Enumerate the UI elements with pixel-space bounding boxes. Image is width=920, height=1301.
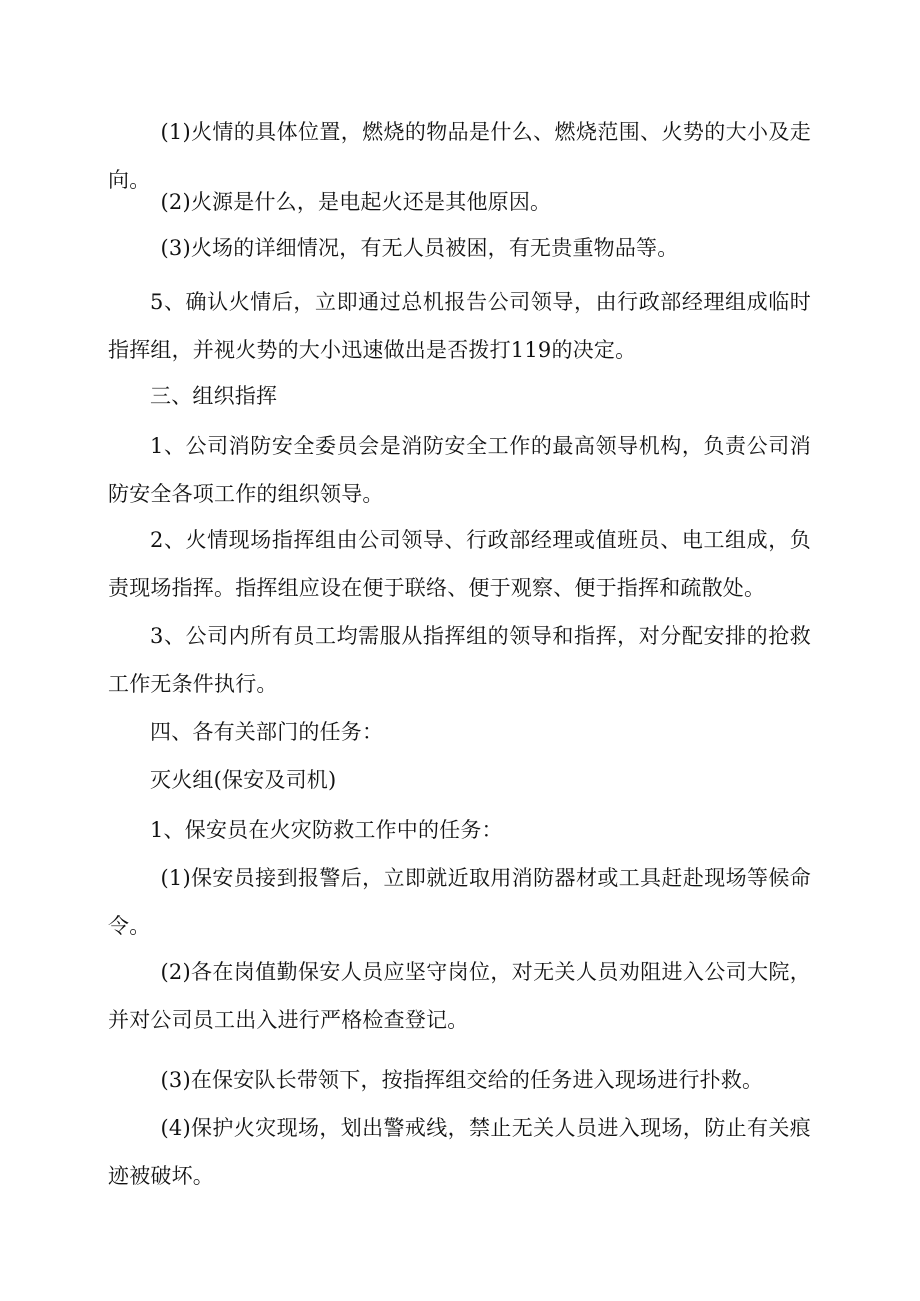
heading-fire-fighting-group: 灭火组(保安及司机) <box>150 768 337 792</box>
paragraph-fire-source: (2)火源是什么，是电起火还是其他原因。 <box>160 190 552 214</box>
paragraph-security-rescue: (3)在保安队长带领下，按指挥组交给的任务进入现场进行扑救。 <box>160 1068 764 1092</box>
paragraph-security-posts: (2)各在岗值勤保安人员应坚守岗位，对无关人员劝阻进入公司大院，并对公司员工出入进行严格检查登记。 <box>108 960 811 1032</box>
paragraph-security-response: (1)保安员接到报警后，立即就近取用消防器材或工具赶赴现场等候命令。 <box>108 866 811 938</box>
paragraph-fire-location: (1)火情的具体位置，燃烧的物品是什么、燃烧范围、火势的大小及走向。 <box>108 120 811 192</box>
paragraph-fire-scene: (3)火场的详细情况，有无人员被困，有无贵重物品等。 <box>160 236 679 260</box>
paragraph-staff-obey: 3、公司内所有员工均需服从指挥组的领导和指挥，对分配安排的抢救工作无条件执行。 <box>108 624 811 696</box>
paragraph-protect-scene: (4)保护火灾现场，划出警戒线，禁止无关人员进入现场，防止有关痕迹被破坏。 <box>108 1116 811 1188</box>
heading-organization-command: 三、组织指挥 <box>150 384 278 408</box>
heading-department-tasks: 四、各有关部门的任务： <box>150 720 384 744</box>
paragraph-command-group: 2、火情现场指挥组由公司领导、行政部经理或值班员、电工组成，负责现场指挥。指挥组应设在便于联络、便于观察、便于指挥和疏散处。 <box>108 528 811 600</box>
paragraph-confirm-fire: 5、确认火情后，立即通过总机报告公司领导，由行政部经理组成临时指挥组，并视火势的大小迅速做出是否拨打119的决定。 <box>108 290 811 362</box>
paragraph-safety-committee: 1、公司消防安全委员会是消防安全工作的最高领导机构，负责公司消防安全各项工作的组织领导。 <box>108 434 811 506</box>
paragraph-security-tasks: 1、保安员在火灾防救工作中的任务： <box>150 818 503 842</box>
